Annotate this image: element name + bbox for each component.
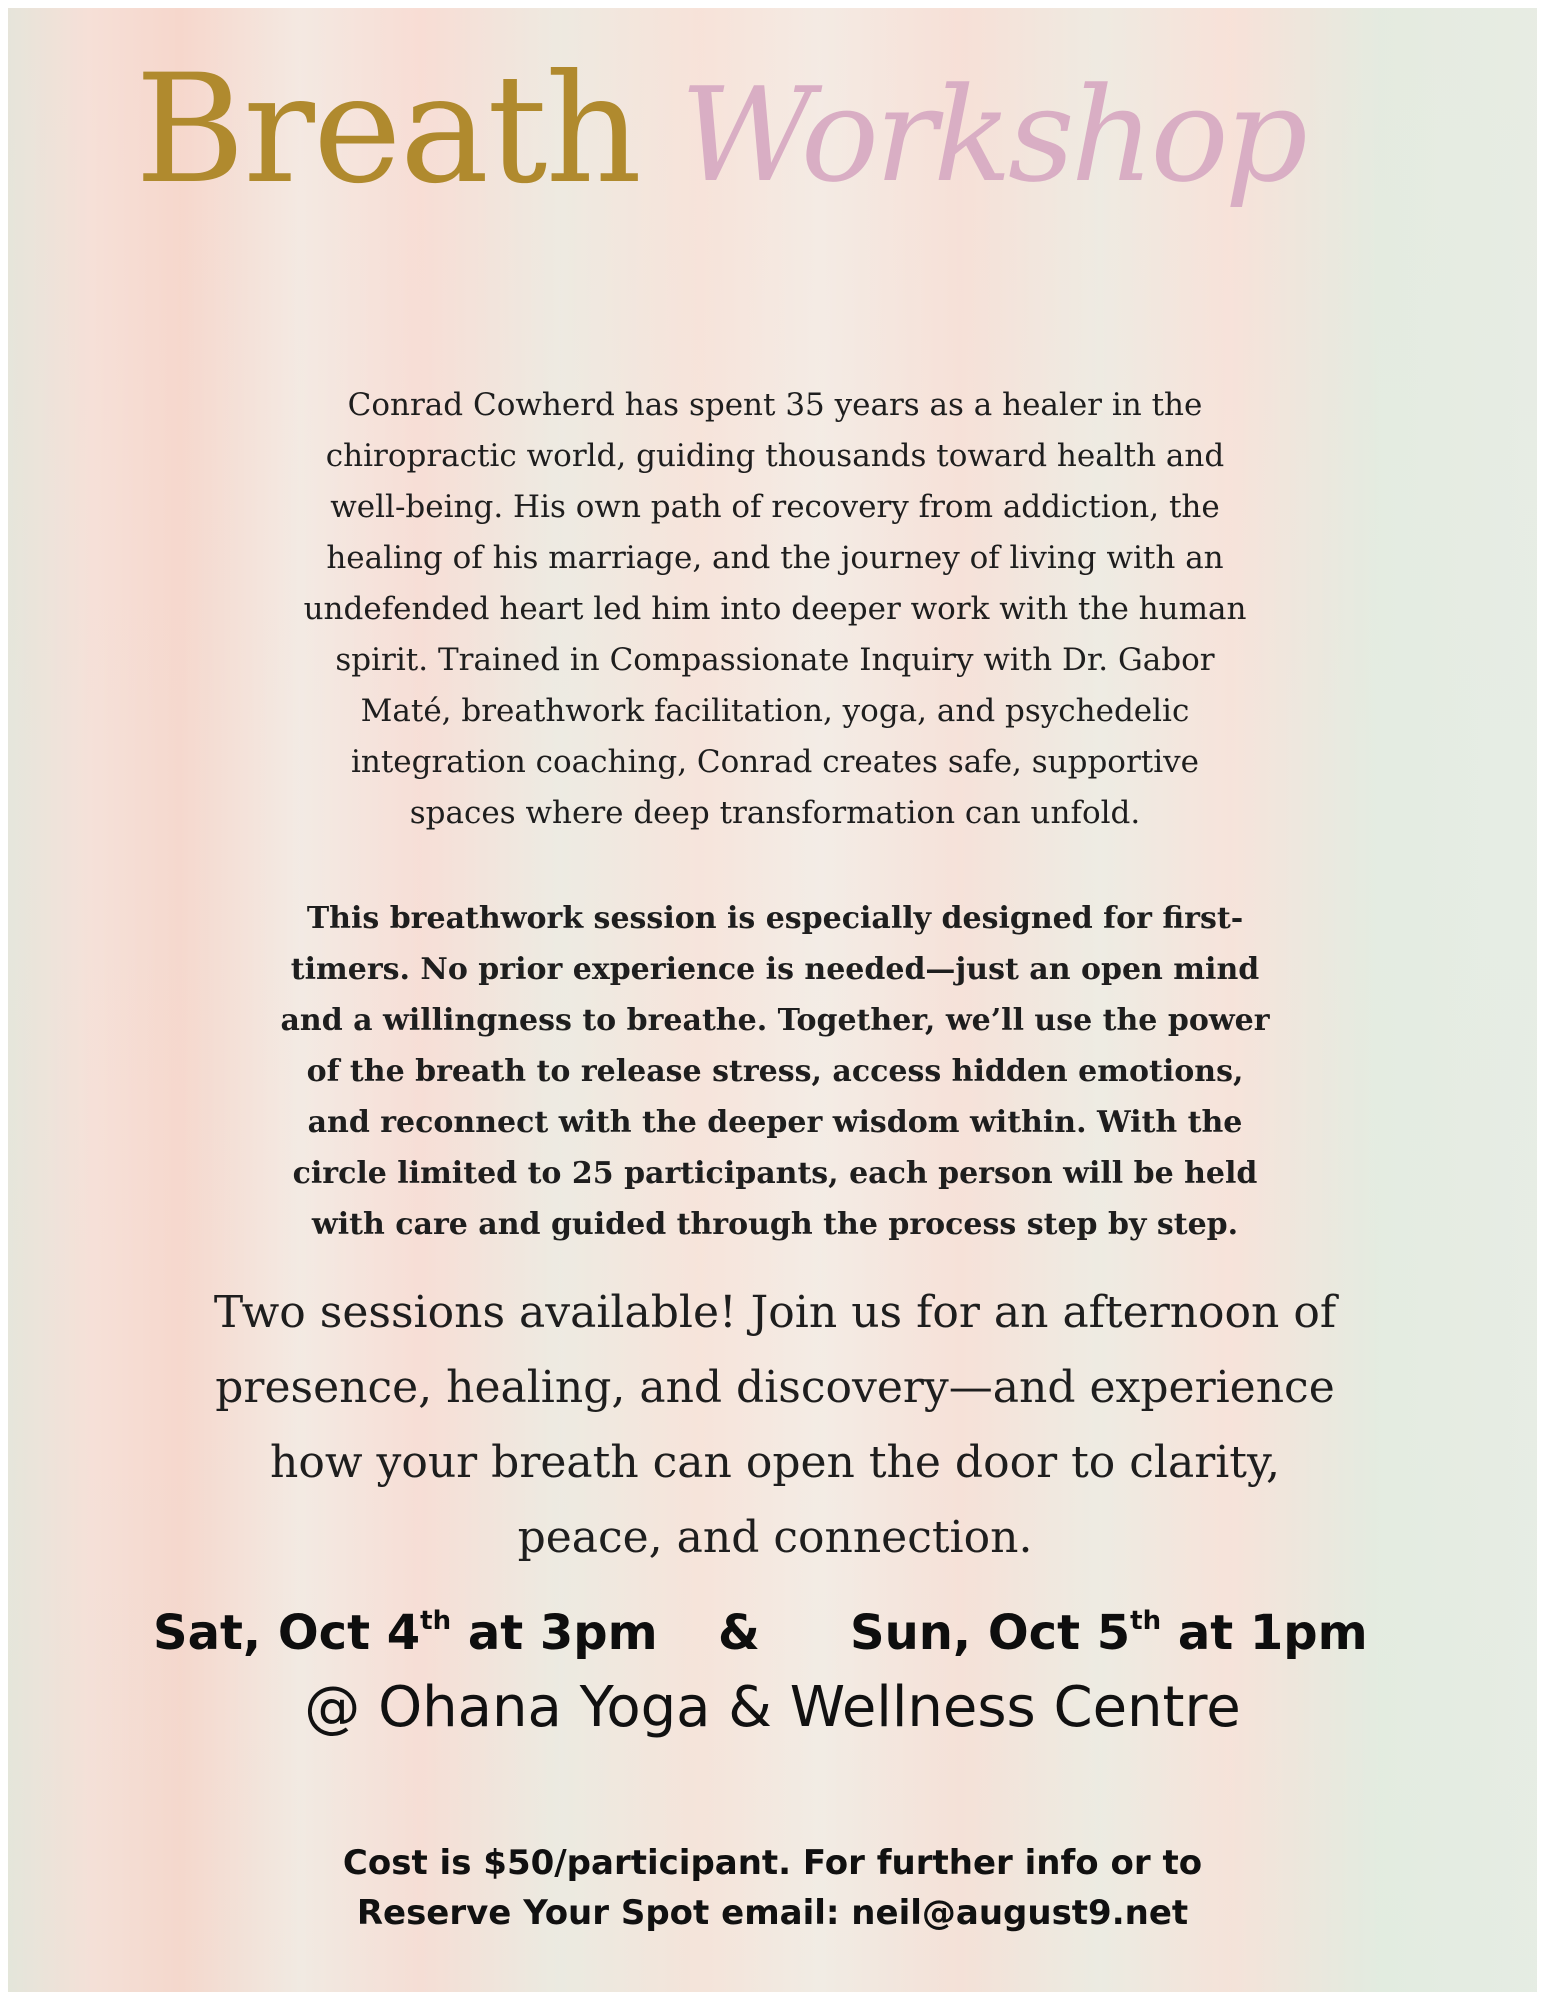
- invite-line: how your breath can open the door to clarity,: [270, 1437, 1280, 1488]
- session-line: and reconnect with the deeper wisdom within. With the: [307, 1105, 1243, 1140]
- bio-line: Maté, breathwork facilitation, yoga, and psychedelic: [360, 693, 1190, 729]
- date-saturday-ordinal: th: [420, 1606, 452, 1636]
- date-saturday: [153, 1605, 658, 1661]
- date-sunday: [850, 1605, 1368, 1661]
- session-line: circle limited to 25 participants, each person will be held: [292, 1156, 1258, 1191]
- bio-line: chiropractic world, guiding thousands toward health and: [325, 438, 1225, 474]
- session-line: with care and guided through the process step by step.: [311, 1207, 1239, 1242]
- title-workshop: Workshop: [680, 59, 1304, 211]
- session-line: and a willingness to breathe. Together, we’ll use the power: [280, 1003, 1270, 1038]
- date-sunday-time: at 1pm: [1161, 1605, 1368, 1661]
- cost-and-contact: [0, 1838, 1545, 1938]
- bio-line: spirit. Trained in Compassionate Inquiry with Dr. Gabor: [335, 642, 1215, 678]
- date-saturday-time: at 3pm: [451, 1605, 658, 1661]
- invitation-text: [130, 1275, 1420, 1575]
- invite-line: Two sessions available! Join us for an afternoon of: [213, 1287, 1337, 1338]
- date-saturday-day: Sat, Oct 4: [153, 1605, 421, 1661]
- date-sunday-ordinal: th: [1130, 1606, 1162, 1636]
- bio-line: undefended heart led him into deeper work with the human: [303, 591, 1247, 627]
- bio-line: healing of his marriage, and the journey of living with an: [326, 540, 1224, 576]
- bio-line: integration coaching, Conrad creates safe, supportive: [350, 744, 1200, 780]
- bio-line: Conrad Cowherd has spent 35 years as a healer in the: [347, 387, 1203, 423]
- contact-line: Reserve Your Spot email: neil@august9.net: [356, 1893, 1189, 1933]
- bio-line: well-being. His own path of recovery from addiction, the: [330, 489, 1220, 525]
- bio-paragraph: [240, 380, 1310, 839]
- invite-line: presence, healing, and discovery—and experience: [215, 1362, 1335, 1413]
- title-breath: Breath: [135, 43, 641, 217]
- session-line: timers. No prior experience is needed—just an open mind: [290, 952, 1260, 987]
- date-sunday-day: Sun, Oct 5: [850, 1605, 1131, 1661]
- session-line: of the breath to release stress, access hidden emotions,: [306, 1054, 1244, 1089]
- session-line: This breathwork session is especially designed for first-: [306, 901, 1244, 936]
- session-description: [250, 893, 1300, 1250]
- session-dates: [150, 1605, 1395, 1665]
- invite-line: peace, and connection.: [517, 1512, 1033, 1563]
- cost-line: Cost is $50/participant. For further info or to: [342, 1843, 1203, 1883]
- venue: @ Ohana Yoga & Wellness Centre: [304, 1675, 1241, 1740]
- bio-line: spaces where deep transformation can unfold.: [409, 795, 1141, 831]
- date-separator: &: [718, 1605, 760, 1661]
